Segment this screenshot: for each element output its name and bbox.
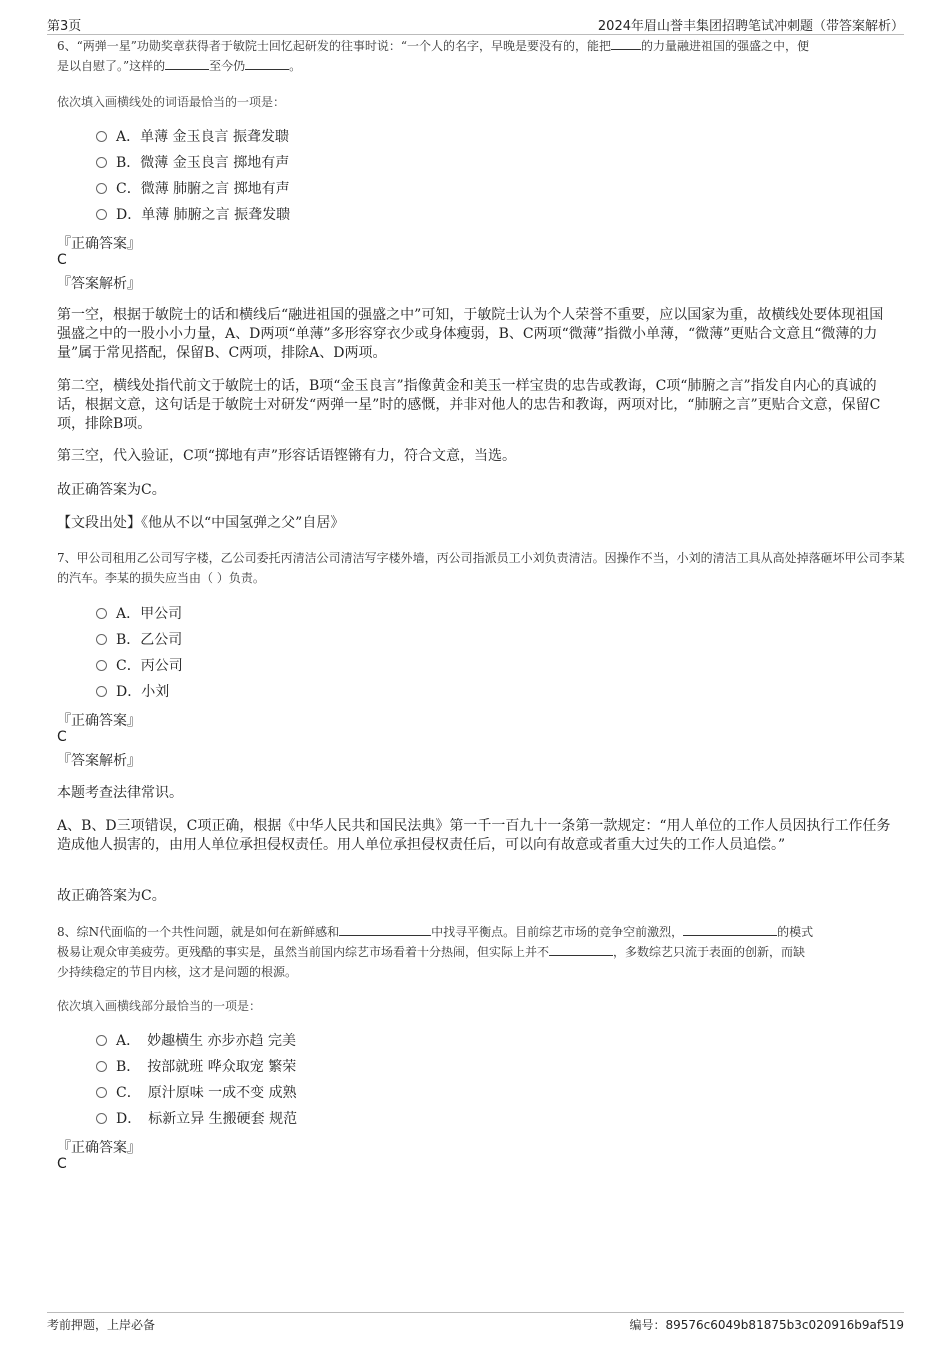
q8-option-b-label: B． 按部就班 哗众取宠 繁荣 bbox=[116, 1059, 297, 1075]
radio-icon[interactable] bbox=[96, 1035, 107, 1046]
q6-option-d-label: D．单薄 肺腑之言 振聋发聩 bbox=[116, 207, 291, 223]
q6-line1-b: 的力量融进祖国的强盛之中，便 bbox=[641, 39, 810, 53]
q7-option-c-label: C．丙公司 bbox=[116, 658, 183, 674]
q8-option-c[interactable] bbox=[96, 1083, 297, 1103]
question-6-text bbox=[57, 36, 905, 76]
q6-blank-3 bbox=[245, 56, 289, 70]
q6-option-a-label: A．单薄 金玉良言 振聋发聩 bbox=[116, 129, 290, 145]
q7-option-a-label: A．甲公司 bbox=[116, 606, 183, 622]
q6-source: 【文段出处】《他从不以“中国氢弹之父”自居》 bbox=[57, 515, 345, 531]
q8-line2: 极易让观众审美疲劳。更残酷的事实是，虽然当前国内综艺市场看着十分热闹，但实际上并不 bbox=[57, 945, 550, 959]
q8-blank-3 bbox=[549, 942, 613, 956]
q7-option-c[interactable] bbox=[96, 656, 183, 676]
q7-option-b-label: B．乙公司 bbox=[116, 632, 183, 648]
q6-analysis-label: 『答案解析』 bbox=[57, 276, 141, 292]
q7-option-d[interactable] bbox=[96, 682, 169, 702]
radio-icon[interactable] bbox=[96, 1061, 107, 1072]
document-title: 2024年眉山誉丰集团招聘笔试冲刺题（带答案解析） bbox=[597, 19, 904, 34]
q8-line1-c: 的模式 bbox=[777, 925, 814, 939]
q8-line1-b: 中找寻平衡点。目前综艺市场的竞争空前激烈， bbox=[431, 925, 684, 939]
q6-analysis-para-1: 第一空，根据于敏院士的话和横线后“融进祖国的强盛之中”可知，于敏院士认为个人荣誉不重要，应以国家为重，故横线处要体现祖国强盛之中的一股小小力量，A、D两项“单薄”多形容穿衣少或身体瘦弱，B、C两项“微薄”指微小单薄，“微薄”更贴合文意且“微薄的力量”属于常见搭配，保留B、C两项，排除A、D两项。 bbox=[57, 307, 884, 361]
q8-answer: C bbox=[57, 1156, 67, 1172]
q6-answer: C bbox=[57, 252, 67, 268]
q7-analysis-para-3: 故正确答案为C。 bbox=[57, 888, 166, 904]
q8-blank-2 bbox=[683, 922, 777, 936]
q6-line1-a: 6、“两弹一星”功勋奖章获得者于敏院士回忆起研发的往事时说：“一个人的名字，早晚是要没有的，能把 bbox=[57, 39, 612, 53]
q6-analysis-para-3: 第三空，代入验证，C项“掷地有声”形容话语铿锵有力，符合文意，当选。 bbox=[57, 448, 517, 464]
radio-icon[interactable] bbox=[96, 608, 107, 619]
q8-option-b[interactable] bbox=[96, 1057, 296, 1077]
q8-instruction: 依次填入画横线部分最恰当的一项是： bbox=[57, 999, 262, 1013]
footer-code-value: 89576c6049b81875b3c020916b9af519 bbox=[665, 1318, 904, 1332]
radio-icon[interactable] bbox=[96, 1087, 107, 1098]
footer-slogan: 考前押题，上岸必备 bbox=[47, 1318, 156, 1332]
page-footer bbox=[47, 1312, 904, 1335]
q7-question: 7、甲公司租用乙公司写字楼，乙公司委托丙清洁公司清洁写字楼外墙，丙公司指派员工小刘负责清洁。因操作不当，小刘的清洁工具从高处掉落砸坏甲公司李某的汽车。李某的损失应当由（ ）负责。 bbox=[57, 551, 905, 585]
q6-instruction: 依次填入画横线处的词语最恰当的一项是： bbox=[57, 95, 286, 109]
footer-code bbox=[629, 1316, 904, 1333]
radio-icon[interactable] bbox=[96, 634, 107, 645]
radio-icon[interactable] bbox=[96, 209, 107, 220]
q7-answer: C bbox=[57, 729, 67, 745]
page-number: 第3页 bbox=[47, 19, 82, 34]
q6-analysis-para-2: 第二空，横线处指代前文于敏院士的话，B项“金玉良言”指像黄金和美玉一样宝贵的忠告或教诲，C项“肺腑之言”指发自内心的真诚的话，根据文意，这句话是于敏院士对研发“两弹一星”时的感慨，并非对他人的忠告和教诲，两项对比，“肺腑之言”更贴合文意，保留C项，排除B项。 bbox=[57, 378, 881, 432]
q6-option-d[interactable] bbox=[96, 205, 290, 225]
q8-answer-label: 『正确答案』 bbox=[57, 1140, 141, 1156]
radio-icon[interactable] bbox=[96, 1113, 107, 1124]
q7-option-b[interactable] bbox=[96, 630, 182, 650]
q8-option-d-label: D． 标新立异 生搬硬套 规范 bbox=[116, 1111, 298, 1127]
q7-answer-label: 『正确答案』 bbox=[57, 713, 141, 729]
q6-option-b[interactable] bbox=[96, 153, 289, 173]
q7-option-d-label: D．小刘 bbox=[116, 684, 170, 700]
radio-icon[interactable] bbox=[96, 157, 107, 168]
q6-option-c-label: C．微薄 肺腑之言 掷地有声 bbox=[116, 181, 290, 197]
q8-option-a[interactable] bbox=[96, 1031, 296, 1051]
radio-icon[interactable] bbox=[96, 183, 107, 194]
q8-line1-a: 8、综N代面临的一个共性问题，就是如何在新鲜感和 bbox=[57, 925, 340, 939]
q7-analysis-para-1: 本题考查法律常识。 bbox=[57, 785, 183, 801]
q7-analysis-label: 『答案解析』 bbox=[57, 753, 141, 769]
q6-line2-a: 是以自慰了。”这样的 bbox=[57, 59, 166, 73]
q6-option-a[interactable] bbox=[96, 127, 289, 147]
question-8-text bbox=[57, 922, 905, 982]
question-7-text bbox=[57, 548, 905, 588]
q8-option-c-label: C． 原汁原味 一成不变 成熟 bbox=[116, 1085, 297, 1101]
q6-blank-2 bbox=[165, 56, 209, 70]
q8-line3: 少持续稳定的节目内核，这才是问题的根源。 bbox=[57, 965, 298, 979]
footer-code-label: 编号： bbox=[629, 1318, 666, 1332]
q6-answer-label: 『正确答案』 bbox=[57, 236, 141, 252]
q8-blank-1 bbox=[339, 922, 431, 936]
q6-option-b-label: B．微薄 金玉良言 掷地有声 bbox=[116, 155, 290, 171]
q6-line2-b: 至今仍 bbox=[209, 59, 246, 73]
q8-option-a-label: A． 妙趣横生 亦步亦趋 完美 bbox=[116, 1033, 297, 1049]
q8-option-d[interactable] bbox=[96, 1109, 297, 1129]
q7-analysis-para-2: A、B、D三项错误，C项正确，根据《中华人民共和国民法典》第一千一百九十一条第一款规定：“用人单位的工作人员因执行工作任务造成他人损害的，由用人单位承担侵权责任。用人单位承担侵权责任后，可以向有故意或者重大过失的工作人员追偿。” bbox=[57, 818, 891, 853]
q7-option-a[interactable] bbox=[96, 604, 182, 624]
radio-icon[interactable] bbox=[96, 686, 107, 697]
page-header bbox=[47, 14, 904, 35]
q8-line2-b: ，多数综艺只流于表面的创新，而缺 bbox=[613, 945, 806, 959]
radio-icon[interactable] bbox=[96, 660, 107, 671]
radio-icon[interactable] bbox=[96, 131, 107, 142]
q6-option-c[interactable] bbox=[96, 179, 290, 199]
q6-blank-1 bbox=[611, 36, 641, 50]
q6-analysis-para-4: 故正确答案为C。 bbox=[57, 482, 166, 498]
q6-line2-c: 。 bbox=[289, 59, 302, 73]
